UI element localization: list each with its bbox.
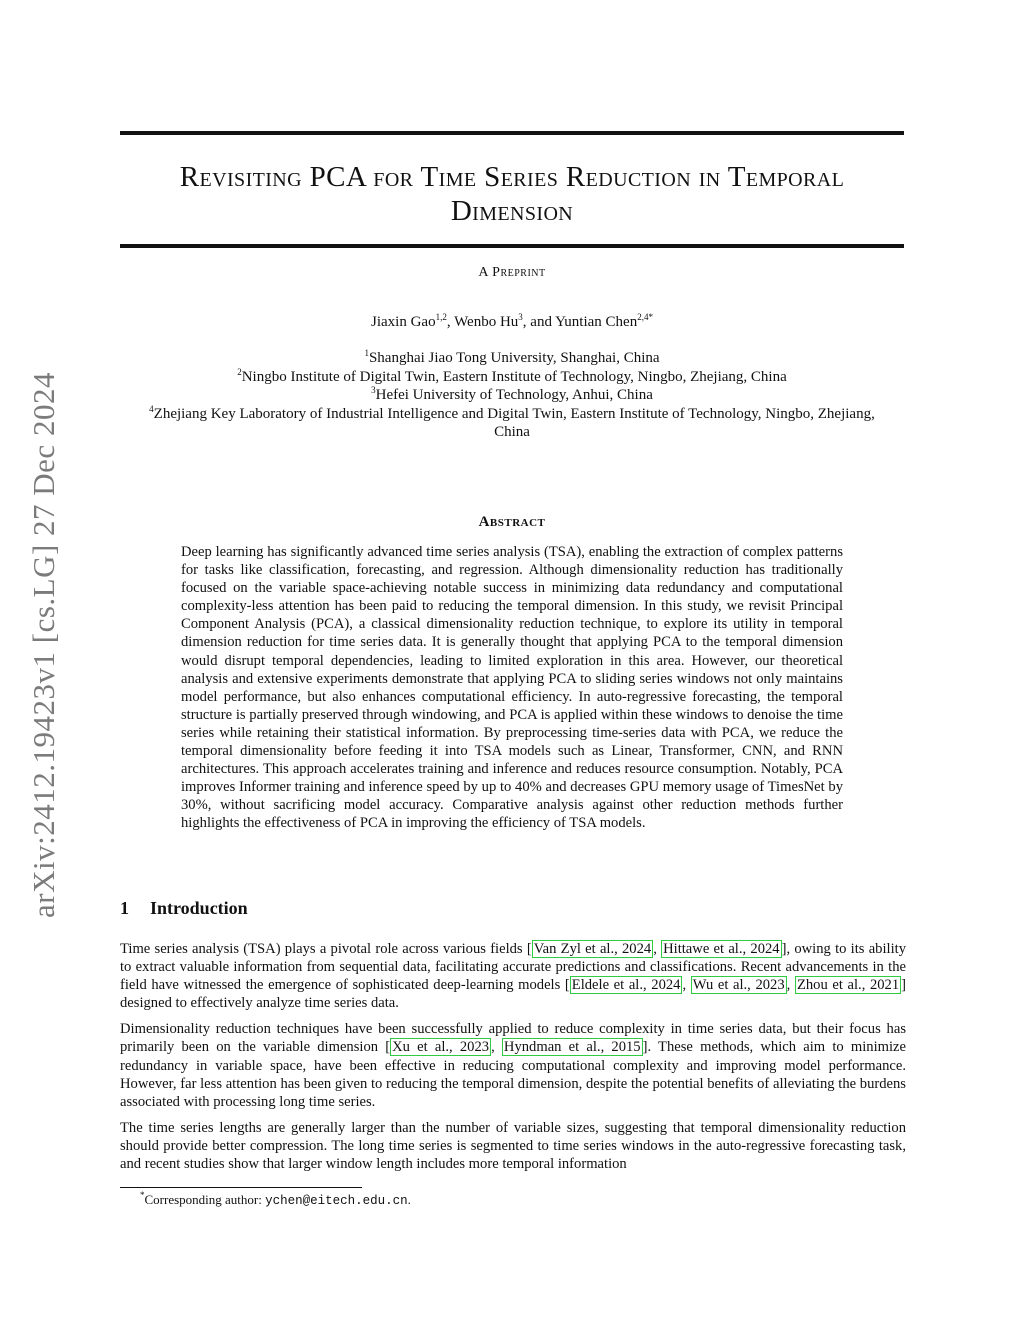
footnote-label: Corresponding author: <box>144 1192 266 1207</box>
paragraph <box>120 1119 906 1173</box>
affiliation-item <box>130 349 894 368</box>
paper-title: Revisiting PCA for Time Series Reduction in Temporal Dimension <box>179 161 845 227</box>
author-affiliation-mark: 3 <box>518 312 523 322</box>
introduction-body <box>120 940 906 1181</box>
preprint-label: A Preprint <box>478 265 546 280</box>
affiliation-text: Ningbo Institute of Digital Twin, Eastern Institute of Technology, Ningbo, Zhejiang, China <box>241 368 787 385</box>
citation-link[interactable]: Van Zyl et al., 2024 <box>533 941 652 957</box>
title-rule-top <box>120 131 904 135</box>
section-title: Introduction <box>150 898 248 918</box>
abstract-heading: Abstract <box>478 514 546 530</box>
author-separator: , <box>446 314 455 330</box>
affiliation-number: 4 <box>149 403 154 414</box>
affiliation-item <box>130 405 894 442</box>
affiliation-text: Hefei University of Technology, Anhui, China <box>375 387 653 403</box>
citation-link[interactable]: Zhou et al., 2021 <box>796 977 900 994</box>
paragraph-text: Time series analysis (TSA) plays a pivotal role across various fields [ <box>120 941 532 957</box>
author-name: Wenbo Hu <box>454 314 519 330</box>
author-list <box>120 314 904 331</box>
arxiv-identifier[interactable]: arXiv:2412.19423v1 [cs.LG] 27 Dec 2024 <box>26 372 61 918</box>
citation-link[interactable]: Eldele et al., 2024 <box>571 977 681 994</box>
author-name: Jiaxin Gao <box>371 314 436 330</box>
affiliation-number: 2 <box>237 366 242 377</box>
paragraph-text: , <box>786 977 795 994</box>
paragraph-text: , <box>682 977 691 994</box>
paragraph <box>120 940 906 1012</box>
affiliation-number: 1 <box>364 348 369 358</box>
footnote-end: . <box>407 1192 411 1207</box>
affiliation-text: Shanghai Jiao Tong University, Shanghai, China <box>368 350 660 366</box>
title-rule-bottom <box>120 244 904 248</box>
author-affiliation-mark: 1,2 <box>435 312 447 322</box>
affiliation-number: 3 <box>371 385 376 395</box>
section-number: 1 <box>120 898 129 918</box>
author-name: Yuntian Chen <box>555 314 638 330</box>
paragraph-text: , <box>491 1039 502 1056</box>
affiliation-item <box>130 368 894 387</box>
paragraph <box>120 1020 906 1110</box>
citation-link[interactable]: Hyndman et al., 2015 <box>503 1039 641 1056</box>
citation-link[interactable]: Hittawe et al., 2024 <box>663 941 780 957</box>
affiliation-list <box>130 349 894 442</box>
footnote-rule <box>120 1187 362 1188</box>
footnote-email[interactable]: ychen@eitech.edu.cn <box>265 1194 408 1208</box>
citation-link[interactable]: Xu et al., 2023 <box>392 1039 490 1056</box>
section-heading-introduction <box>120 898 248 919</box>
paragraph-text: ] designed to effectively analyze time series data. <box>120 977 907 1012</box>
footnote-mark: * <box>140 1190 145 1200</box>
affiliation-item <box>130 386 894 405</box>
citation-link[interactable]: Wu et al., 2023 <box>692 977 785 994</box>
paragraph-text: ], owing to its ability to extract valuable information from sequential data, facilitating accurate predictions and classifications. Recent advancements in the field have witnessed the emergence of sophisticated deep-learning models [ <box>120 941 906 994</box>
author-separator: , and <box>522 314 556 330</box>
footnote <box>140 1192 411 1208</box>
paragraph-text: Dimensionality reduction techniques have been successfully applied to reduce complexity in time series data, but their focus has primarily been on the variable dimension [ <box>120 1021 906 1056</box>
paragraph-text: The time series lengths are generally larger than the number of variable sizes, suggesting that temporal dimensionality reduction should provide better compression. The long time series is segmented to time series windows in the auto-regressive forecasting task, and recent studies show that larger window length includes more temporal information <box>120 1119 906 1173</box>
paragraph-text: ]. These methods, which aim to minimize redundancy in variable space, have been effective in reducing computational complexity and improving model performance. However, far less attention has been given to reducing the temporal dimension, despite the potential benefits of alleviating the burdens associated with processing long time series. <box>120 1039 906 1110</box>
paragraph-text: , <box>653 941 662 957</box>
affiliation-text: Zhejiang Key Laboratory of Industrial Intelligence and Digital Twin, Eastern Institute of Technology, Ningbo, Zhejiang, China <box>153 405 875 440</box>
abstract-text: Deep learning has significantly advanced time series analysis (TSA), enabling the extraction of complex patterns for tasks like classification, forecasting, and regression. Although dimensionality reduction has traditionally focused on the variable space-achieving notable success in minimizing data redundancy and computational complexity-less attention has been paid to reducing the temporal dimension. In this study, we revisit Principal Component Analysis (PCA), a classical dimensionality reduction technique, to explore its utility in temporal dimension reduction for time series data. It is generally thought that applying PCA to the temporal dimension would disrupt temporal dependencies, leading to limited exploration in this area. However, our theoretical analysis and extensive experiments demonstrate that applying PCA to sliding series windows not only maintains model performance, but also enhances computational efficiency. In auto-regressive forecasting, the temporal structure is partially preserved through windowing, and PCA is applied within these windows to denoise the time series while retaining their statistical information. By preprocessing time-series data with PCA, we reduce the temporal dimensionality before feeding it into TSA models such as Linear, Transformer, CNN, and RNN architectures. This approach accelerates training and inference and reduces resource consumption. Notably, PCA improves Informer training and inference speed by up to 40% and decreases GPU memory usage of TimesNet by 30%, without sacrificing model accuracy. Comparative analysis against other reduction methods further highlights the effectiveness of PCA in improving the efficiency of TSA models. <box>181 544 843 832</box>
author-affiliation-mark: 2,4* <box>637 312 653 322</box>
